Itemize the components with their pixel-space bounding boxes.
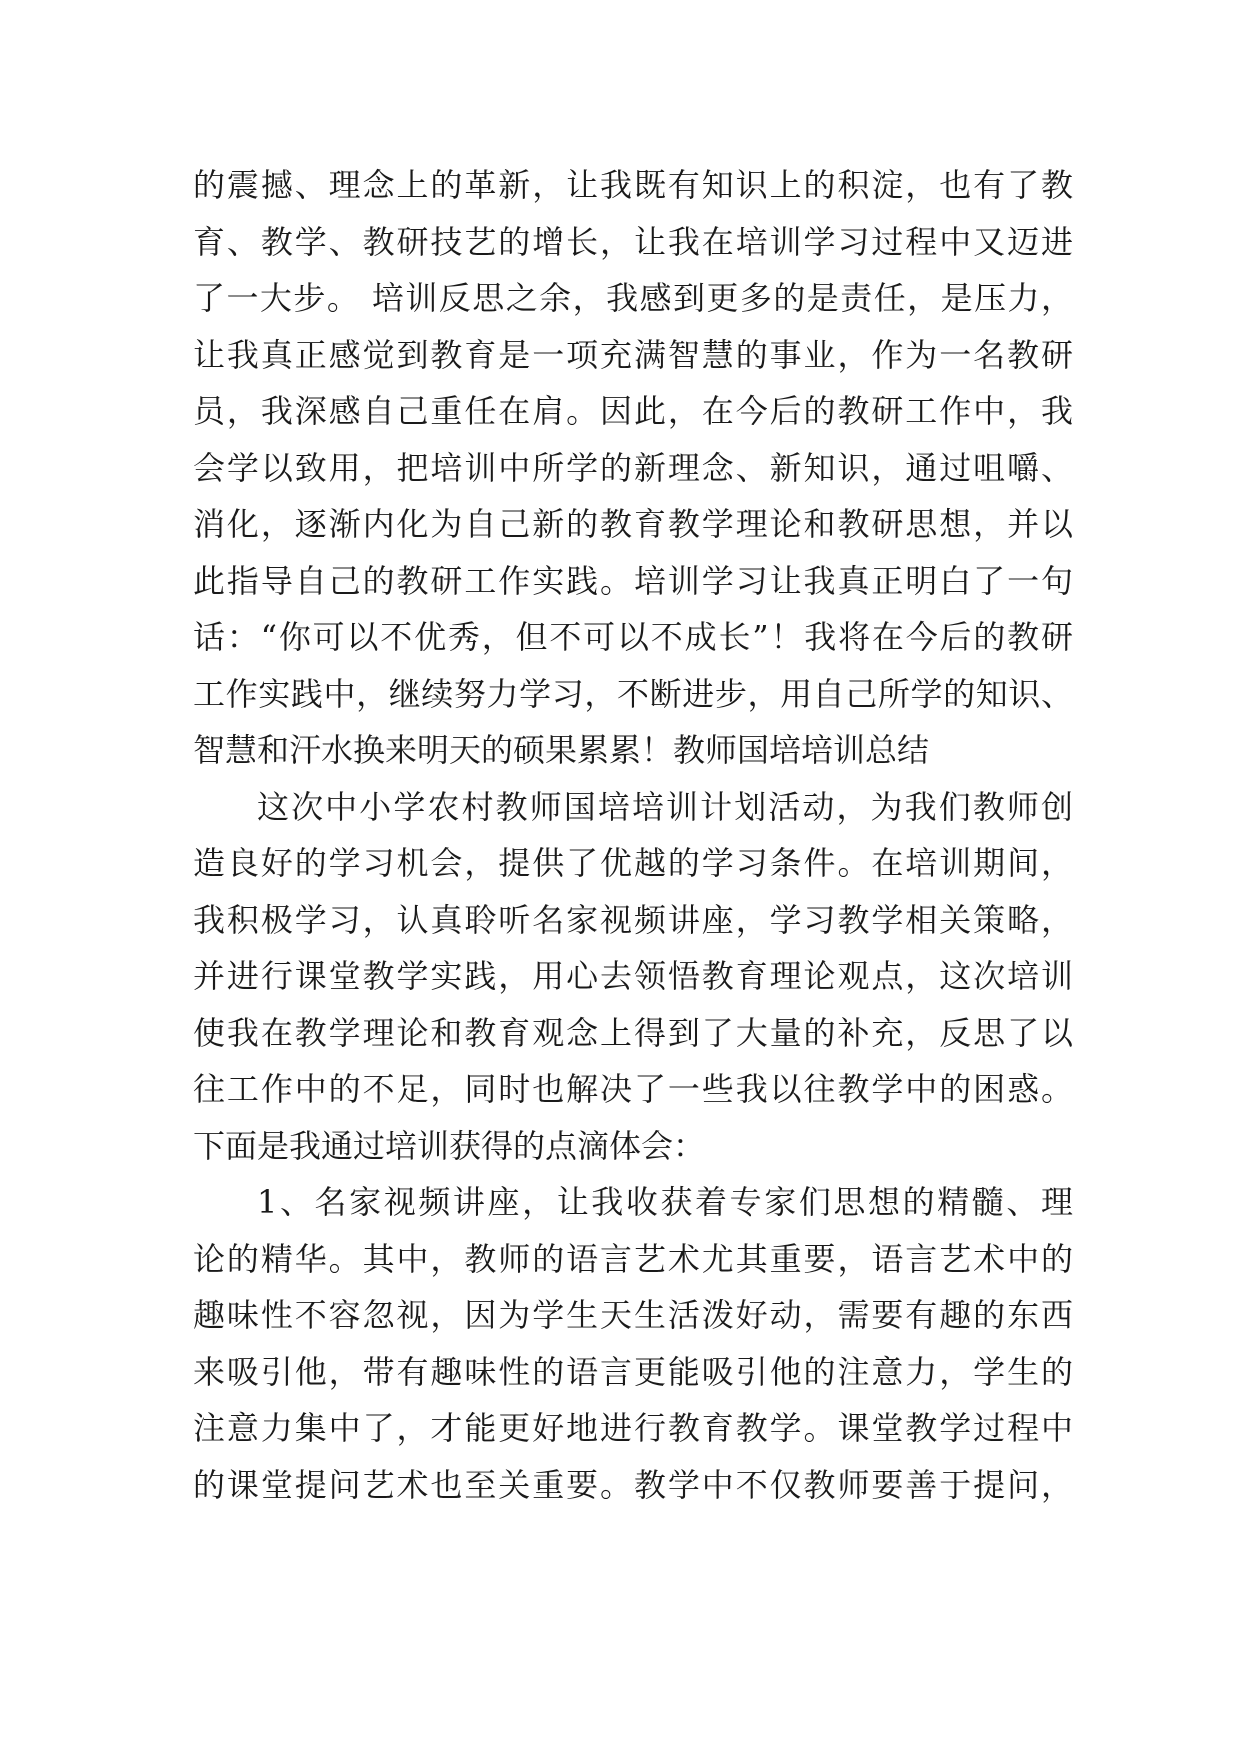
text-line: 造良好的学习机会，提供了优越的学习条件。在培训期间， <box>193 844 1073 882</box>
text-line: 这次中小学农村教师国培培训计划活动，为我们教师创 <box>257 787 1073 826</box>
text-line: 来吸引他，带有趣味性的语言更能吸引他的注意力，学生的 <box>193 1352 1073 1391</box>
text-line: 智慧和汗水换来明天的硕果累累！教师国培培训总结 <box>193 731 930 769</box>
text-line: 趣味性不容忽视，因为学生天生活泼好动，需要有趣的东西 <box>193 1296 1073 1334</box>
text-line: 消化，逐渐内化为自己新的教育教学理论和教研思想，并以 <box>193 505 1073 543</box>
text-line: 工作实践中，继续努力学习，不断进步，用自己所学的知识、 <box>193 674 1073 713</box>
text-line: 论的精华。其中，教师的语言艺术尤其重要，语言艺术中的 <box>193 1239 1073 1278</box>
text-line: 了一大步。 培训反思之余，我感到更多的是责任，是压力， <box>193 279 1073 317</box>
text-line: 使我在教学理论和教育观念上得到了大量的补充，反思了以 <box>193 1013 1073 1052</box>
text-line: 的课堂提问艺术也至关重要。教学中不仅教师要善于提问， <box>193 1465 1073 1504</box>
text-line: 1、名家视频讲座，让我收获着专家们思想的精髓、理 <box>257 1183 1073 1221</box>
text-line: 我积极学习，认真聆听名家视频讲座，学习教学相关策略， <box>193 900 1073 939</box>
text-line: 让我真正感觉到教育是一项充满智慧的事业，作为一名教研 <box>193 335 1073 374</box>
text-line: 员，我深感自己重任在肩。因此，在今后的教研工作中，我 <box>193 392 1073 430</box>
body-text <box>193 157 1073 1513</box>
text-line: 育、教学、教研技艺的增长，让我在培训学习过程中又迈进 <box>193 222 1073 261</box>
text-line: 下面是我通过培训获得的点滴体会： <box>193 1126 706 1165</box>
text-line: 往工作中的不足，同时也解决了一些我以往教学中的困惑。 <box>193 1070 1073 1108</box>
text-line: 并进行课堂教学实践，用心去领悟教育理论观点，这次培训 <box>193 957 1073 995</box>
text-line: 话：“你可以不优秀，但不可以不成长”！我将在今后的教研 <box>193 618 1073 656</box>
text-line: 会学以致用，把培训中所学的新理念、新知识，通过咀嚼、 <box>193 448 1073 487</box>
text-line: 注意力集中了，才能更好地进行教育教学。课堂教学过程中 <box>193 1409 1073 1447</box>
text-line: 此指导自己的教研工作实践。培训学习让我真正明白了一句 <box>193 561 1073 600</box>
text-line: 的震撼、理念上的革新，让我既有知识上的积淀，也有了教 <box>193 166 1073 204</box>
